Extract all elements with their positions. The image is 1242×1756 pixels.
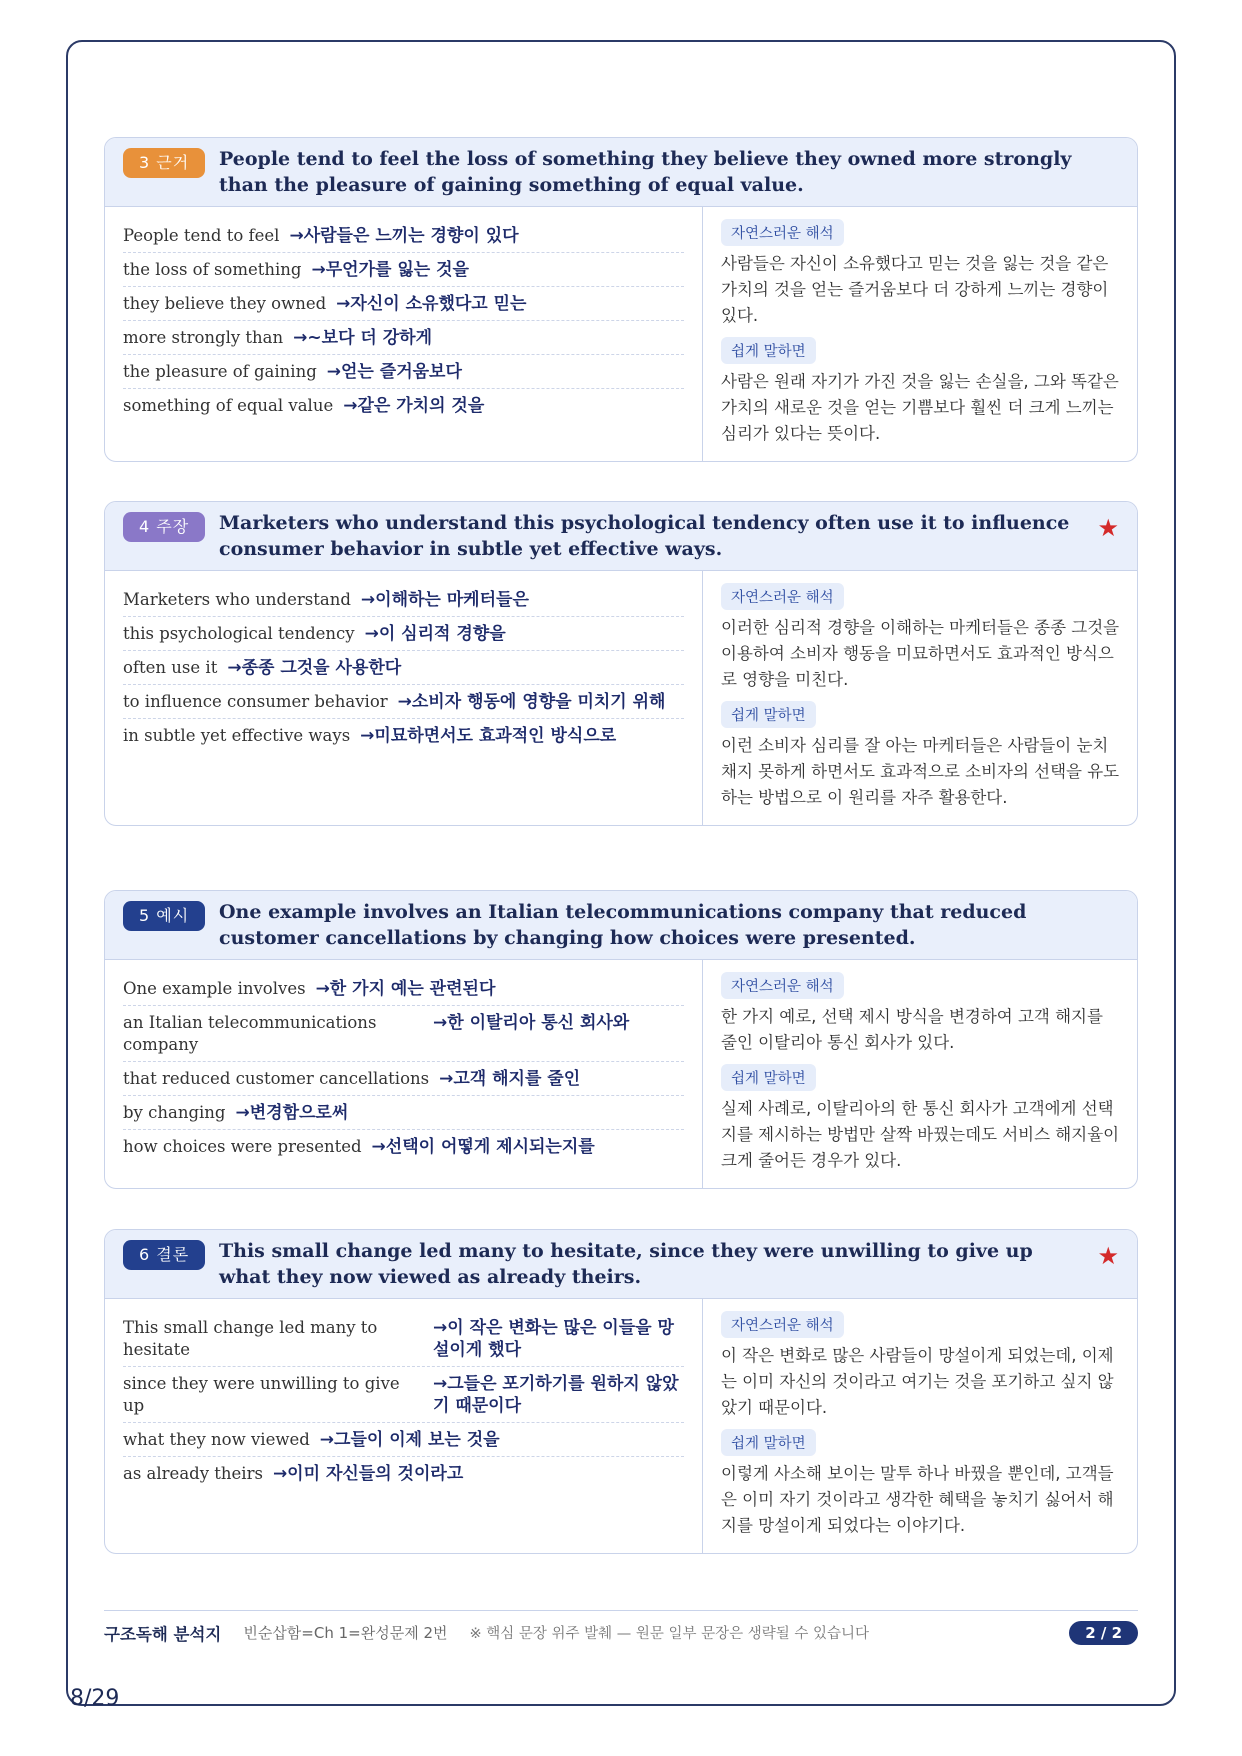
phrase-en: since they were unwilling to give up [123, 1374, 400, 1415]
section-tag: 5 예시 [123, 901, 205, 931]
natural-translation: 이러한 심리적 경향을 이해하는 마케터들은 종종 그것을 이용하여 소비자 행동을 미묘하면서도 효과적인 방식으로 영향을 미친다. [721, 618, 1120, 689]
phrase-en: this psychological tendency [123, 624, 355, 643]
phrase-ko: →변경함으로써 [235, 1103, 349, 1123]
easy-label: 쉽게 말하면 [721, 1064, 816, 1091]
phrase-ko: →소비자 행동에 영향을 미치기 위해 [397, 692, 666, 712]
section-card-4 [104, 501, 1138, 826]
section-sentence: This small change led many to hesitate, since they were unwilling to give up what they now viewed as already theirs. [219, 1240, 1033, 1288]
section-header [105, 138, 1137, 207]
footer-note: ※ 핵심 문장 위주 발췌 — 원문 일부 문장은 생략될 수 있습니다 [469, 1626, 869, 1642]
phrase-en: often use it [123, 658, 218, 677]
phrase-row [123, 1096, 684, 1130]
interpretation-panel [703, 960, 1137, 1188]
phrase-ko: →선택이 어떻게 제시되는지를 [371, 1137, 595, 1157]
section-tag: 4 주장 [123, 512, 205, 542]
section-card-6 [104, 1229, 1138, 1554]
footer-subtitle: 빈순삽함=Ch 1=완성문제 2번 [243, 1624, 448, 1642]
phrase-row [123, 583, 684, 617]
natural-label: 자연스러운 해석 [721, 583, 844, 610]
section-header [105, 1230, 1137, 1299]
phrase-en: that reduced customer cancellations [123, 1069, 430, 1088]
phrase-ko: →미묘하면서도 효과적인 방식으로 [360, 726, 617, 746]
natural-label: 자연스러운 해석 [721, 1311, 844, 1338]
star-icon: ★ [1097, 1242, 1119, 1270]
phrase-row [123, 253, 684, 287]
interpretation-panel [703, 1299, 1137, 1553]
phrase-ko: →그들은 포기하기를 원하지 않았기 때문이다 [433, 1374, 679, 1416]
phrase-row [123, 1311, 684, 1367]
phrase-row [123, 389, 684, 423]
phrase-ko: →이 작은 변화는 많은 이들을 망설이게 했다 [433, 1318, 674, 1360]
phrase-row [123, 1130, 684, 1164]
phrase-en: This small change led many to hesitate [123, 1318, 378, 1359]
phrase-en: as already theirs [123, 1464, 263, 1483]
interpretation-panel [703, 207, 1137, 461]
phrase-ko: →이 심리적 경향을 [364, 624, 506, 644]
phrase-en: what they now viewed [123, 1430, 310, 1449]
phrase-ko: →사람들은 느끼는 경향이 있다 [289, 226, 519, 246]
section-tag: 6 결론 [123, 1240, 205, 1270]
natural-label: 자연스러운 해석 [721, 972, 844, 999]
phrase-row [123, 355, 684, 389]
phrase-ko: →고객 해지를 줄인 [439, 1069, 581, 1089]
phrase-en: an Italian telecommunications company [123, 1013, 377, 1054]
phrase-ko: →무언가를 잃는 것을 [311, 260, 469, 280]
phrase-list [105, 1299, 703, 1553]
phrase-en: they believe they owned [123, 294, 327, 313]
phrase-ko: →종종 그것을 사용한다 [227, 658, 402, 678]
natural-label: 자연스러운 해석 [721, 219, 844, 246]
phrase-list [105, 207, 703, 461]
natural-translation: 한 가지 예로, 선택 제시 방식을 변경하여 고객 해지를 줄인 이탈리아 통신 회사가 있다. [721, 1007, 1103, 1052]
phrase-row [123, 972, 684, 1006]
phrase-en: more strongly than [123, 328, 284, 347]
section-header [105, 891, 1137, 960]
sheet-count: 8/29 [70, 1686, 120, 1711]
phrase-ko: →얻는 즐거움보다 [326, 362, 462, 382]
section-sentence: People tend to feel the loss of something they believe they owned more strongly than the pleasure of gaining something of equal value. [219, 148, 1072, 196]
phrase-ko: →~보다 더 강하게 [293, 328, 433, 348]
phrase-row [123, 617, 684, 651]
interpretation-panel [703, 571, 1137, 825]
phrase-ko: →한 가지 예는 관련된다 [315, 979, 496, 999]
section-sentence: One example involves an Italian telecommunications company that reduced customer cancellations by changing how choices were presented. [219, 901, 1027, 949]
section-tag: 3 근거 [123, 148, 205, 178]
phrase-en: in subtle yet effective ways [123, 726, 351, 745]
phrase-ko: →한 이탈리아 통신 회사와 [433, 1013, 630, 1033]
page-footer [104, 1610, 1138, 1654]
phrase-ko: →그들이 이제 보는 것을 [319, 1430, 500, 1450]
easy-label: 쉽게 말하면 [721, 1429, 816, 1456]
phrase-en: by changing [123, 1103, 226, 1122]
phrase-row [123, 1062, 684, 1096]
easy-label: 쉽게 말하면 [721, 337, 816, 364]
easy-label: 쉽게 말하면 [721, 701, 816, 728]
phrase-row [123, 1423, 684, 1457]
easy-explanation: 이런 소비자 심리를 잘 아는 마케터들은 사람들이 눈치채지 못하게 하면서도 효과적으로 소비자의 선택을 유도하는 방법으로 이 원리를 자주 활용한다. [721, 736, 1120, 807]
phrase-row [123, 1367, 684, 1423]
natural-translation: 이 작은 변화로 많은 사람들이 망설이게 되었는데, 이제는 이미 자신의 것이라고 여기는 것을 포기하고 싶지 않았기 때문이다. [721, 1346, 1114, 1417]
easy-explanation: 실제 사례로, 이탈리아의 한 통신 회사가 고객에게 선택지를 제시하는 방법만 살짝 바꿨는데도 서비스 해지율이 크게 줄어든 경우가 있다. [721, 1099, 1120, 1170]
phrase-en: the loss of something [123, 260, 302, 279]
easy-explanation: 이렇게 사소해 보이는 말투 하나 바꿨을 뿐인데, 고객들은 이미 자기 것이라고 생각한 혜택을 놓치기 싫어서 해지를 망설이게 되었다는 이야기다. [721, 1464, 1114, 1535]
phrase-list [105, 571, 703, 825]
phrase-ko: →같은 가치의 것을 [343, 396, 485, 416]
phrase-en: to influence consumer behavior [123, 692, 388, 711]
section-card-5 [104, 890, 1138, 1189]
phrase-row [123, 287, 684, 321]
phrase-row [123, 685, 684, 719]
phrase-en: People tend to feel [123, 226, 280, 245]
phrase-ko: →자신이 소유했다고 믿는 [336, 294, 527, 314]
phrase-row [123, 219, 684, 253]
phrase-row [123, 651, 684, 685]
phrase-row [123, 1006, 684, 1062]
phrase-list [105, 960, 703, 1188]
phrase-en: something of equal value [123, 396, 334, 415]
phrase-row [123, 1457, 684, 1491]
phrase-ko: →이해하는 마케터들은 [360, 590, 529, 610]
phrase-row [123, 719, 684, 753]
section-header [105, 502, 1137, 571]
section-sentence: Marketers who understand this psychological tendency often use it to influence consumer behavior in subtle yet effective ways. [219, 512, 1070, 560]
phrase-row [123, 321, 684, 355]
phrase-en: One example involves [123, 979, 306, 998]
phrase-ko: →이미 자신들의 것이라고 [272, 1464, 464, 1484]
footer-title: 구조독해 분석지 [104, 1624, 222, 1644]
easy-explanation: 사람은 원래 자기가 가진 것을 잃는 손실을, 그와 똑같은 가치의 새로운 것을 얻는 기쁨보다 훨씬 더 크게 느끼는 심리가 있다는 뜻이다. [721, 372, 1119, 443]
natural-translation: 사람들은 자신이 소유했다고 믿는 것을 잃는 것을 같은 가치의 것을 얻는 즐거움보다 더 강하게 느끼는 경향이 있다. [721, 254, 1109, 325]
phrase-en: the pleasure of gaining [123, 362, 317, 381]
phrase-en: Marketers who understand [123, 590, 351, 609]
phrase-en: how choices were presented [123, 1137, 362, 1156]
star-icon: ★ [1097, 514, 1119, 542]
page-number-badge: 2 / 2 [1069, 1621, 1138, 1645]
section-card-3 [104, 137, 1138, 462]
